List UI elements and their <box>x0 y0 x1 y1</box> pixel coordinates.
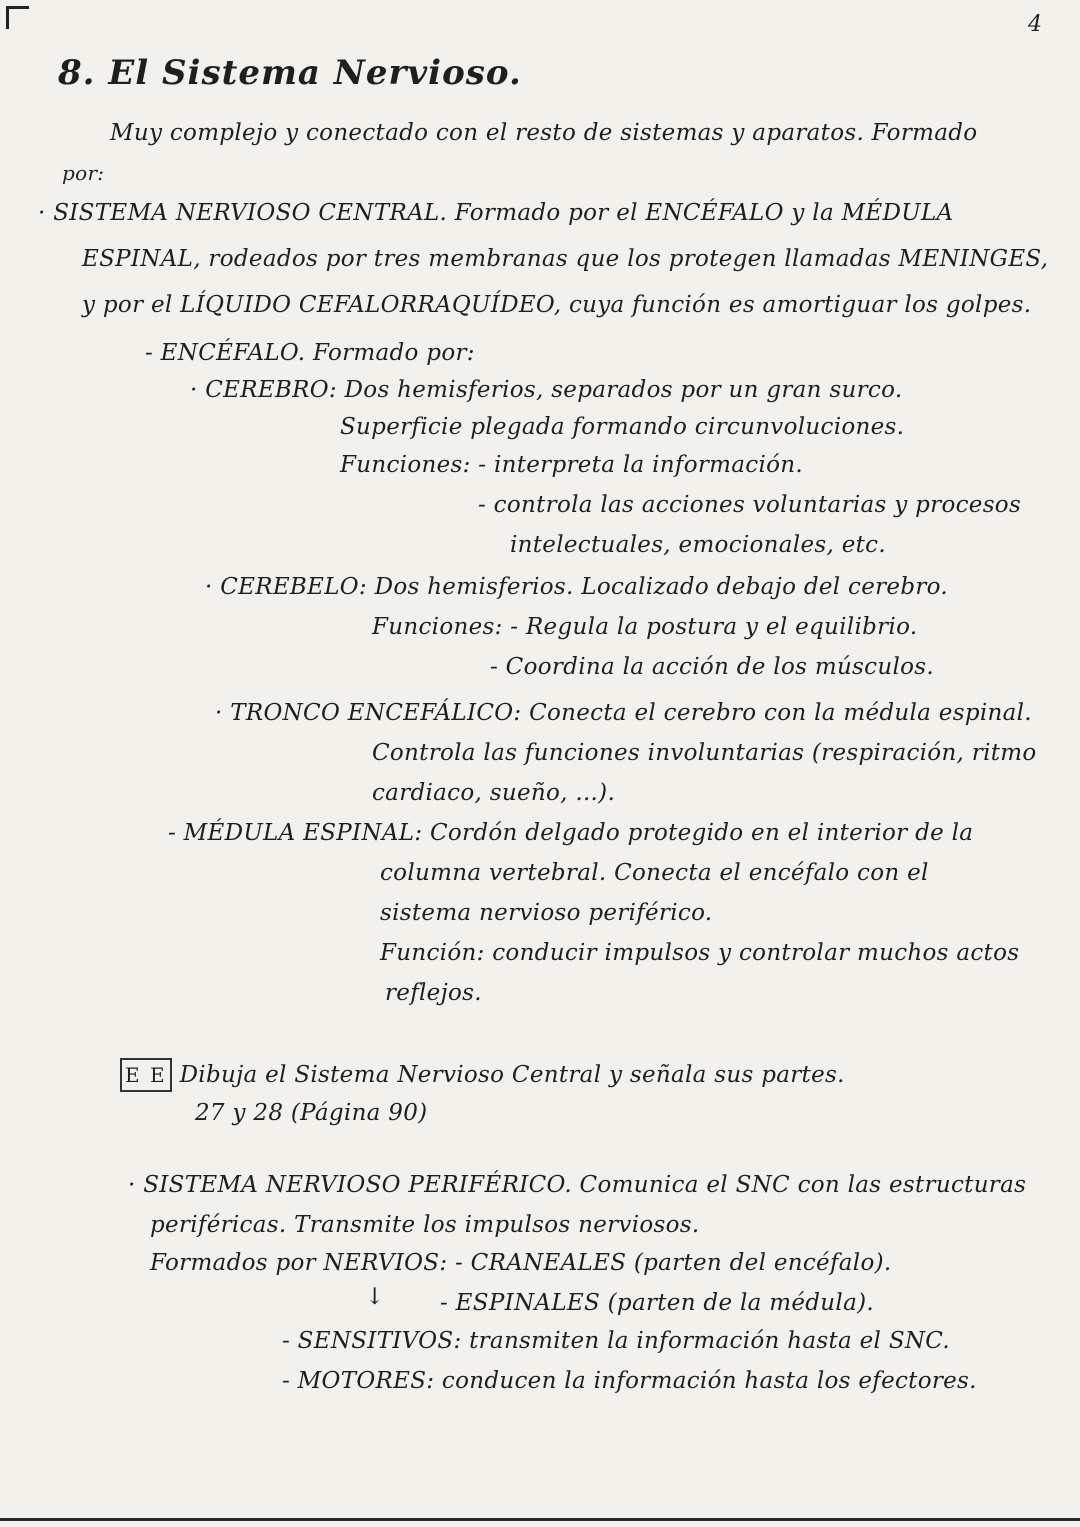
cerebelo-line-3: - Coordina la acción de los músculos. <box>490 654 934 680</box>
snp-line-1: · SISTEMA NERVIOSO PERIFÉRICO. Comunica el SNC con las estructuras <box>128 1172 1027 1198</box>
encefalo-heading: - ENCÉFALO. Formado por: <box>145 340 475 366</box>
intro-line-1: Muy complejo y conectado con el resto de sistemas y aparatos. Formado <box>110 120 978 146</box>
snc-line-1: · SISTEMA NERVIOSO CENTRAL. Formado por el ENCÉFALO y la MÉDULA <box>38 200 954 226</box>
snp-line-4: - ESPINALES (parten de la médula). <box>440 1290 874 1316</box>
medula-line-1: - MÉDULA ESPINAL: Cordón delgado protegido en el interior de la <box>168 820 974 846</box>
snc-line-2: ESPINAL, rodeados por tres membranas que los protegen llamadas MENINGES, <box>82 246 1049 272</box>
exercise-text: Dibuja el Sistema Nervioso Central y señala sus partes. <box>179 1062 845 1088</box>
cerebro-line-2: Superficie plegada formando circunvoluciones. <box>340 414 905 440</box>
snp-line-3: Formados por NERVIOS: - CRANEALES (parten del encéfalo). <box>150 1250 892 1276</box>
corner-mark <box>6 6 29 29</box>
intro-line-2: por: <box>62 161 105 185</box>
medula-line-4: Función: conducir impulsos y controlar muchos actos <box>380 940 1020 966</box>
cerebro-line-5: intelectuales, emocionales, etc. <box>510 532 886 558</box>
exercise-line-2: 27 y 28 (Página 90) <box>195 1100 428 1126</box>
tronco-line-1: · TRONCO ENCEFÁLICO: Conecta el cerebro con la médula espinal. <box>215 700 1032 726</box>
bottom-rule <box>0 1518 1080 1521</box>
snc-line-3: y por el LÍQUIDO CEFALORRAQUÍDEO, cuya función es amortiguar los golpes. <box>82 292 1032 318</box>
cerebelo-line-2: Funciones: - Regula la postura y el equilibrio. <box>372 614 918 640</box>
snp-line-2: periféricas. Transmite los impulsos nerviosos. <box>150 1212 700 1238</box>
page-number: 4 <box>1028 12 1042 37</box>
medula-line-3: sistema nervioso periférico. <box>380 900 713 926</box>
snp-arrow: ↓ <box>365 1284 385 1310</box>
tronco-line-2: Controla las funciones involuntarias (respiración, ritmo <box>372 740 1037 766</box>
cerebro-line-4: - controla las acciones voluntarias y procesos <box>478 492 1022 518</box>
cerebro-line-1: · CEREBRO: Dos hemisferios, separados por un gran surco. <box>190 377 903 403</box>
exercise-tag: E E <box>120 1058 172 1092</box>
medula-line-2: columna vertebral. Conecta el encéfalo con el <box>380 860 929 886</box>
exercise-line-1 <box>120 1058 845 1092</box>
cerebelo-line-1: · CEREBELO: Dos hemisferios. Localizado debajo del cerebro. <box>205 574 949 600</box>
snp-line-5: - SENSITIVOS: transmiten la información hasta el SNC. <box>282 1328 950 1354</box>
cerebro-line-3: Funciones: - interpreta la información. <box>340 452 803 478</box>
snp-line-6: - MOTORES: conducen la información hasta los efectores. <box>282 1368 977 1394</box>
page-title: 8. El Sistema Nervioso. <box>58 53 522 93</box>
tronco-line-3: cardiaco, sueño, ...). <box>372 780 616 806</box>
medula-line-5: reflejos. <box>385 980 482 1006</box>
